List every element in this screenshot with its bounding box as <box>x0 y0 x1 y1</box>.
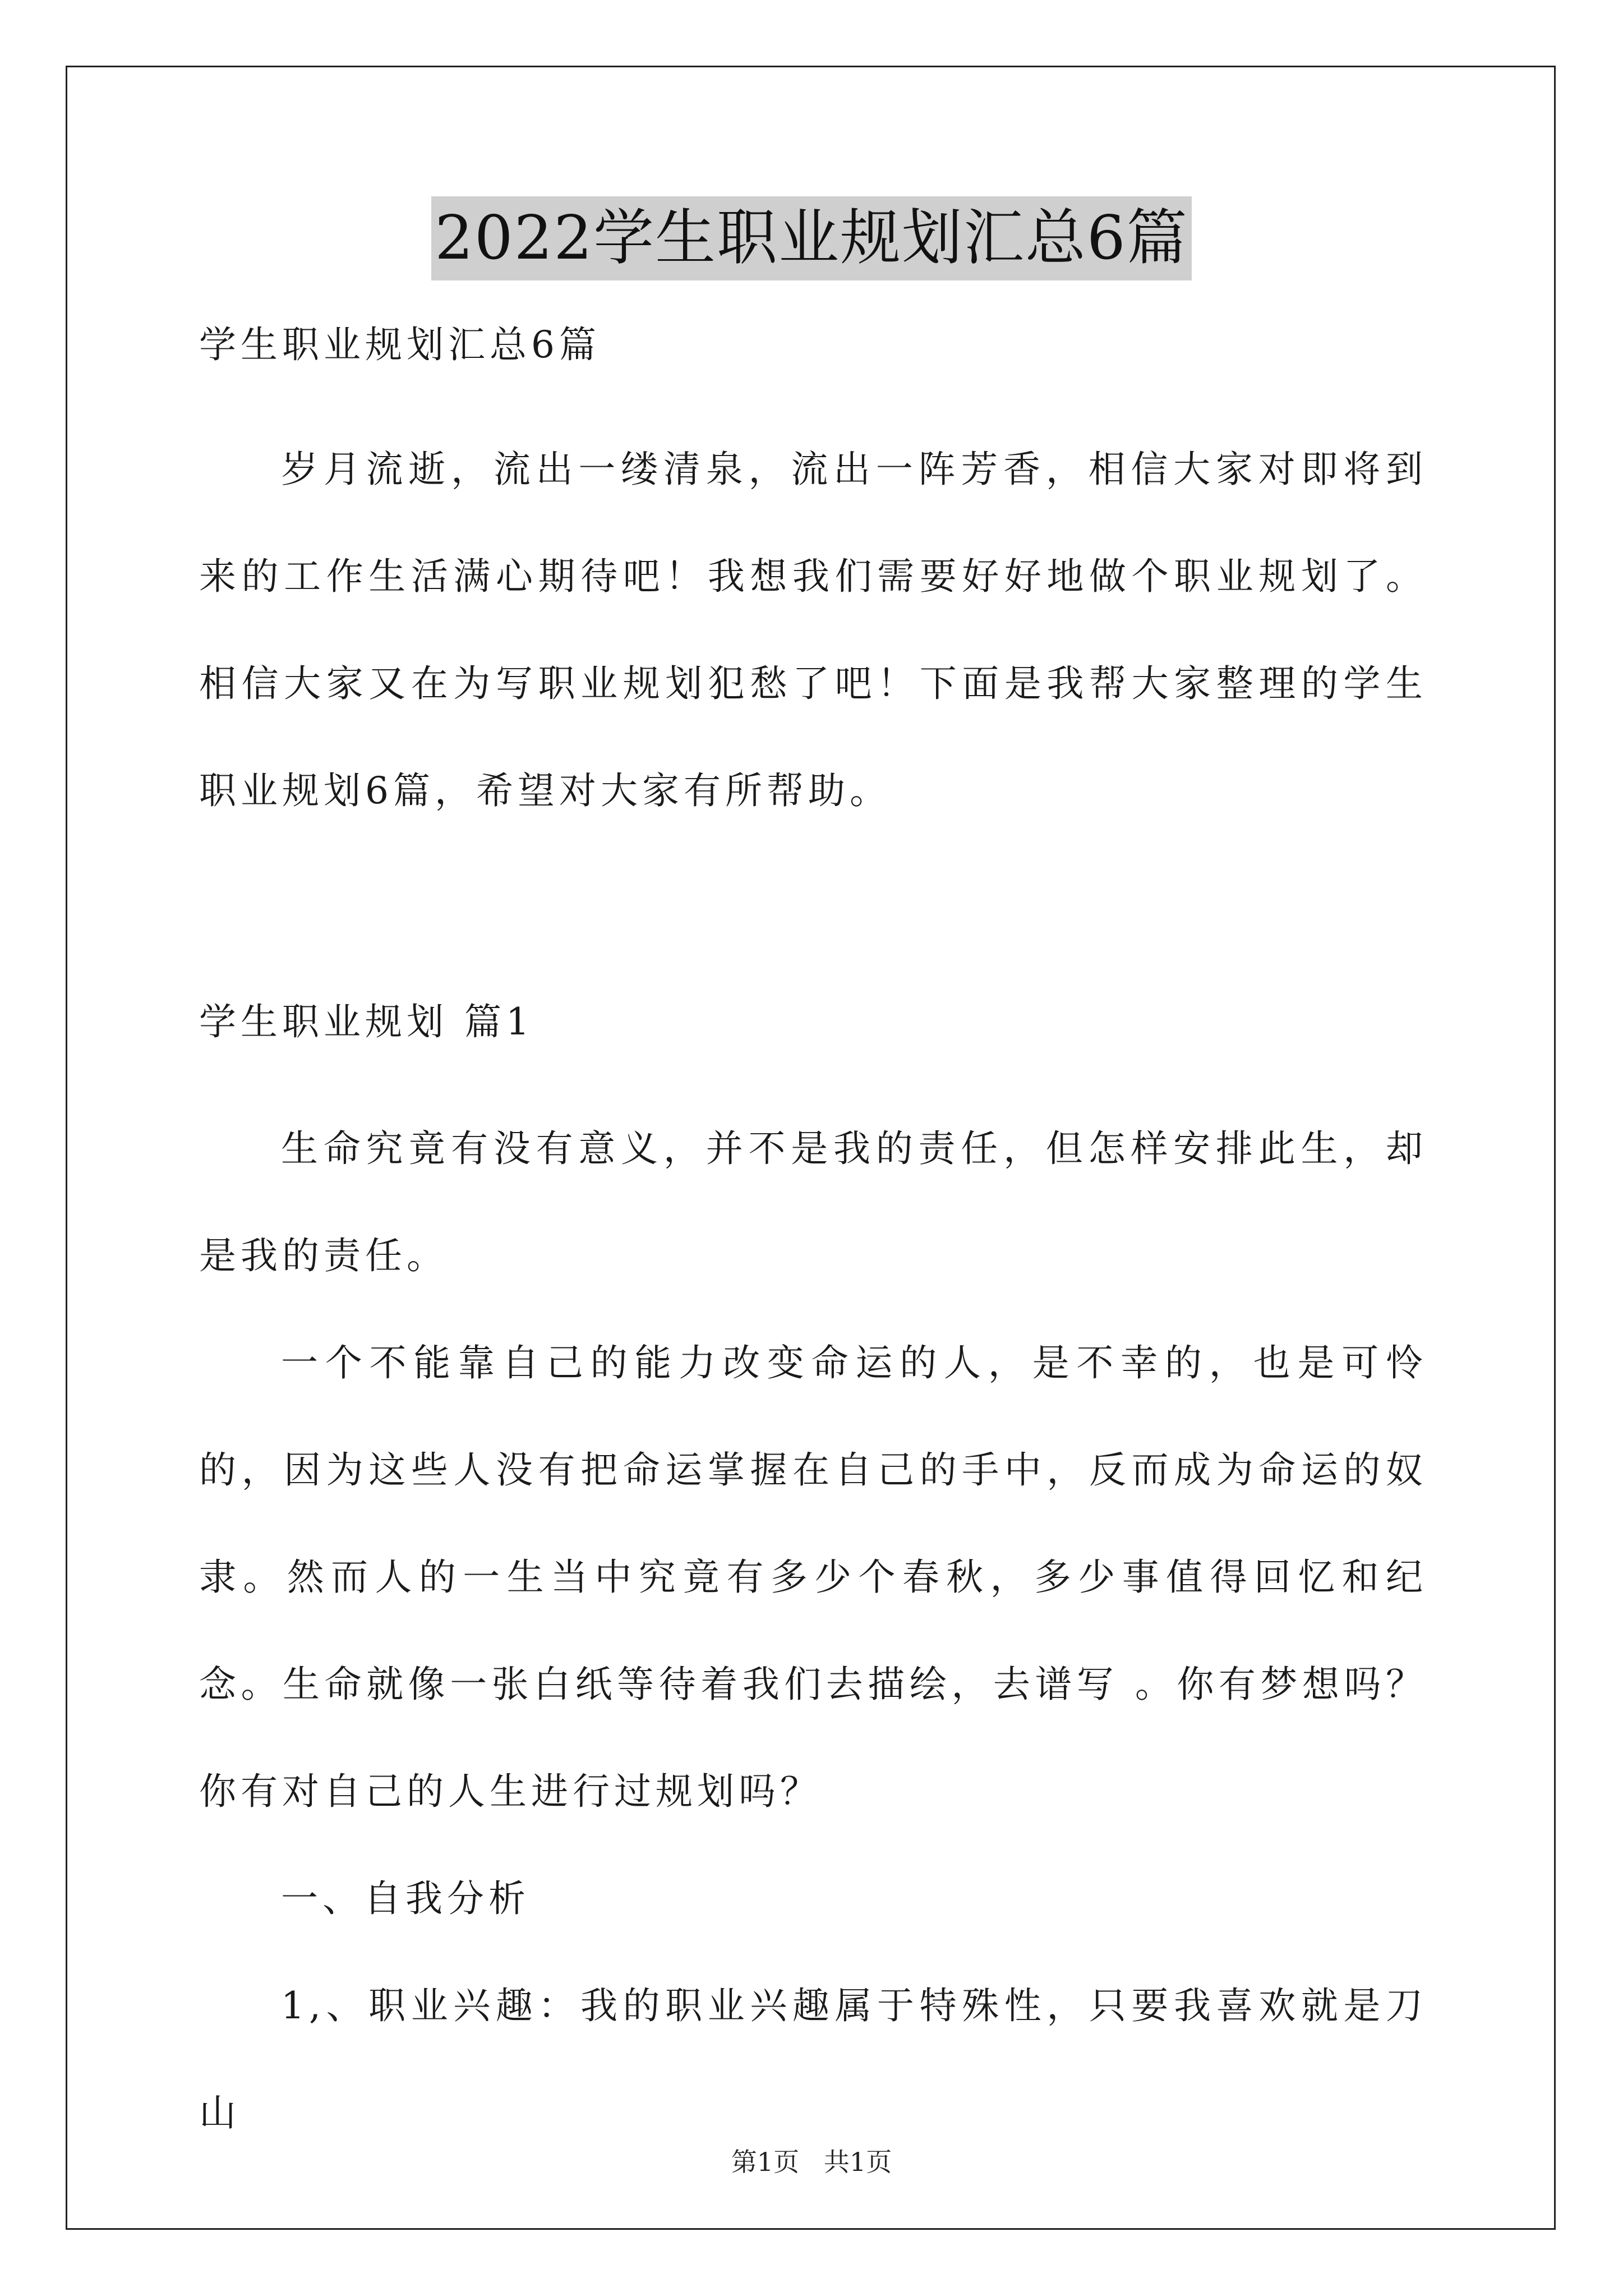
document-subtitle: 学生职业规划汇总6篇 <box>199 323 601 366</box>
paragraph: 一个不能靠自己的能力改变命运的人，是不幸的，也是可怜的，因为这些人没有把命运掌握在自己的手中，反而成为命运的奴隶。然而人的一生当中究竟有多少个春秋，多少事值得回忆和纪念。生命就像一张白纸等待着我们去描绘，去谱写 。你有梦想吗？你有对自己的人生进行过规划吗？ <box>199 1341 1427 1813</box>
document-body <box>199 314 1427 2166</box>
page-footer <box>0 2142 1623 2179</box>
title-container <box>0 196 1623 280</box>
subsection-heading: 一、自我分析 <box>281 1877 530 1920</box>
section-heading: 学生职业规划 篇1 <box>199 1000 534 1043</box>
intro-paragraph: 岁月流逝，流出一缕清泉，流出一阵芳香，相信大家对即将到来的工作生活满心期待吧！我想我们需要好好地做个职业规划了。相信大家又在为写职业规划犯愁了吧！下面是我帮大家整理的学生职业规划6篇，希望对大家有所帮助。 <box>199 448 1427 812</box>
document-title: 2022学生职业规划汇总6篇 <box>431 196 1192 280</box>
paragraph: 生命究竟有没有意义，并不是我的责任，但怎样安排此生，却是我的责任。 <box>199 1127 1427 1277</box>
page-number: 第1页 共1页 <box>731 2147 892 2177</box>
paragraph: 1,、职业兴趣：我的职业兴趣属于特殊性，只要我喜欢就是刀山 <box>199 1984 1427 2134</box>
